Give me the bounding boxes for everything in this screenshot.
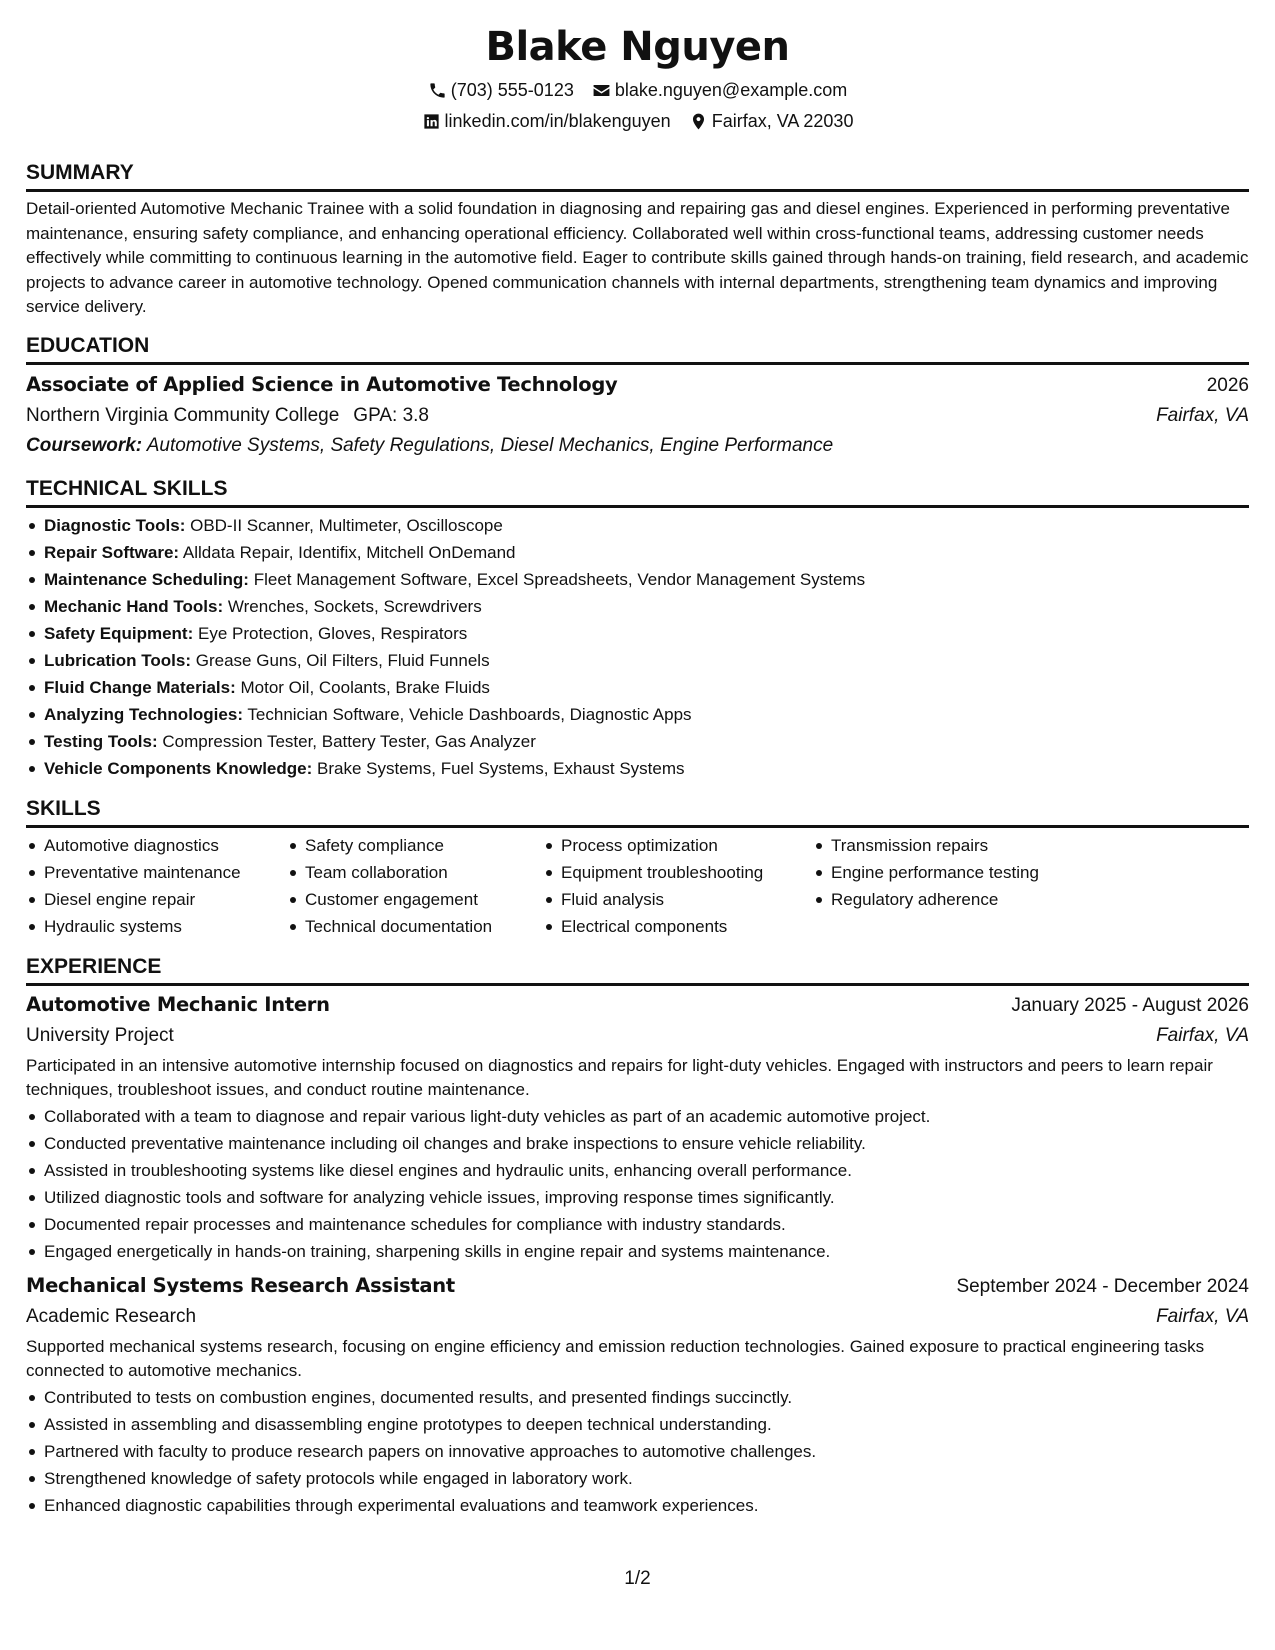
list-item bbox=[44, 728, 1249, 755]
list-item bbox=[44, 512, 1249, 539]
list-item: Collaborated with a team to diagnose and repair various light-duty vehicles as part of an academic automotive project. bbox=[44, 1103, 1249, 1130]
technical-skills-section bbox=[26, 476, 1249, 782]
skills-grid bbox=[26, 832, 1249, 940]
list-item: Documented repair processes and maintenance schedules for compliance with industry standards. bbox=[44, 1211, 1249, 1238]
list-item: Equipment troubleshooting bbox=[561, 859, 813, 886]
list-item: Team collaboration bbox=[305, 859, 543, 886]
list-item: Engaged energetically in hands-on training, sharpening skills in engine repair and systems maintenance. bbox=[44, 1238, 1249, 1265]
contact-row-1 bbox=[26, 78, 1249, 102]
envelope-icon bbox=[592, 81, 611, 100]
technical-skills-heading: TECHNICAL SKILLS bbox=[26, 476, 1249, 508]
list-item: Conducted preventative maintenance including oil changes and brake inspections to ensure vehicle reliability. bbox=[44, 1130, 1249, 1157]
list-item bbox=[44, 593, 1249, 620]
skills-section bbox=[26, 796, 1249, 940]
coursework bbox=[26, 431, 1249, 461]
skills-column-3 bbox=[543, 832, 813, 940]
list-item: Assisted in troubleshooting systems like diesel engines and hydraulic units, enhancing overall performance. bbox=[44, 1157, 1249, 1184]
skill-value: Wrenches, Sockets, Screwdrivers bbox=[227, 596, 482, 616]
school-line bbox=[26, 401, 429, 431]
location-contact bbox=[689, 109, 854, 133]
job-title: Mechanical Systems Research Assistant bbox=[26, 1273, 455, 1297]
degree-title: Associate of Applied Science in Automotive Technology bbox=[26, 372, 618, 396]
skill-label: Analyzing Technologies: bbox=[44, 704, 243, 724]
technical-skills-list bbox=[26, 512, 1249, 782]
job-description: Supported mechanical systems research, focusing on engine efficiency and emission reduction technologies. Gained exposure to practical engineering tasks connected to automotive mechanics. bbox=[26, 1336, 1205, 1380]
list-item bbox=[44, 620, 1249, 647]
skill-label: Fluid Change Materials: bbox=[44, 677, 236, 697]
candidate-name: Blake Nguyen bbox=[485, 24, 790, 70]
list-item: Strengthened knowledge of safety protocols while engaged in laboratory work. bbox=[44, 1465, 1249, 1492]
job-org: University Project bbox=[26, 1024, 174, 1046]
list-item: Engine performance testing bbox=[831, 859, 1091, 886]
linkedin-icon bbox=[422, 112, 441, 131]
summary-text: Detail-oriented Automotive Mechanic Trainee with a solid foundation in diagnosing and repairing gas and diesel engines. Experienced in performing preventative maintenance, ensuring safety compliance, and enhancing operational efficiency. Collaborated well within cross-functional teams, addressing customer needs effectively while committing to continuous learning in the automotive field. Eager to contribute skills gained through hands-on training, field research, and academic projects to advance career in automotive technology. Opened communication channels with internal departments, strengthening team dynamics and improving service delivery. bbox=[26, 199, 1249, 316]
list-item bbox=[44, 566, 1249, 593]
skills-column-1 bbox=[26, 832, 287, 940]
list-item: Regulatory adherence bbox=[831, 886, 1091, 913]
skill-label: Repair Software: bbox=[44, 542, 180, 562]
summary-heading: SUMMARY bbox=[26, 160, 1249, 192]
phone-text: (703) 555-0123 bbox=[450, 80, 574, 100]
list-item: Preventative maintenance bbox=[44, 859, 287, 886]
job-entry-1 bbox=[26, 990, 1249, 1265]
education-heading: EDUCATION bbox=[26, 333, 1249, 365]
list-item: Customer engagement bbox=[305, 886, 543, 913]
list-item: Process optimization bbox=[561, 832, 813, 859]
skills-heading: SKILLS bbox=[26, 796, 1249, 828]
linkedin-text: linkedin.com/in/blakenguyen bbox=[444, 111, 671, 131]
job-location: Fairfax, VA bbox=[1156, 1024, 1249, 1046]
list-item bbox=[44, 755, 1249, 782]
skill-value: OBD-II Scanner, Multimeter, Oscilloscope bbox=[190, 515, 503, 535]
skill-label: Mechanic Hand Tools: bbox=[44, 596, 224, 616]
list-item: Diesel engine repair bbox=[44, 886, 287, 913]
list-item bbox=[44, 674, 1249, 701]
list-item: Automotive diagnostics bbox=[44, 832, 287, 859]
graduation-year: 2026 bbox=[1206, 374, 1249, 396]
email-contact[interactable] bbox=[592, 78, 847, 102]
job-entry-2 bbox=[26, 1271, 1249, 1519]
phone-icon bbox=[428, 81, 447, 100]
experience-section bbox=[26, 954, 1249, 1519]
skill-value: Alldata Repair, Identifix, Mitchell OnDemand bbox=[182, 542, 516, 562]
skill-label: Safety Equipment: bbox=[44, 623, 194, 643]
experience-heading: EXPERIENCE bbox=[26, 954, 1249, 986]
skill-label: Lubrication Tools: bbox=[44, 650, 192, 670]
list-item: Technical documentation bbox=[305, 913, 543, 940]
list-item bbox=[44, 701, 1249, 728]
phone-contact[interactable] bbox=[428, 78, 574, 102]
skill-value: Motor Oil, Coolants, Brake Fluids bbox=[240, 677, 490, 697]
list-item: Fluid analysis bbox=[561, 886, 813, 913]
skill-label: Testing Tools: bbox=[44, 731, 158, 751]
job-dates: September 2024 - December 2024 bbox=[956, 1275, 1249, 1297]
coursework-list: Automotive Systems, Safety Regulations, Diesel Mechanics, Engine Performance bbox=[146, 434, 834, 456]
skill-label: Vehicle Components Knowledge: bbox=[44, 758, 313, 778]
job-location: Fairfax, VA bbox=[1156, 1305, 1249, 1327]
list-item bbox=[44, 647, 1249, 674]
page-number: 1/2 bbox=[624, 1568, 651, 1589]
list-item: Electrical components bbox=[561, 913, 813, 940]
list-item: Utilized diagnostic tools and software for analyzing vehicle issues, improving response times significantly. bbox=[44, 1184, 1249, 1211]
job-description: Participated in an intensive automotive internship focused on diagnostics and repairs for light-duty vehicles. Engaged with instructors and peers to learn repair techniques, troubleshoot issues, and conduct routine maintenance. bbox=[26, 1055, 1213, 1099]
linkedin-contact[interactable] bbox=[422, 109, 671, 133]
skill-value: Fleet Management Software, Excel Spreadsheets, Vendor Management Systems bbox=[253, 569, 866, 589]
skill-value: Grease Guns, Oil Filters, Fluid Funnels bbox=[195, 650, 490, 670]
job-org: Academic Research bbox=[26, 1305, 197, 1327]
skill-value: Eye Protection, Gloves, Respirators bbox=[197, 623, 468, 643]
job-bullets bbox=[26, 1103, 1249, 1265]
job-bullets bbox=[26, 1384, 1249, 1519]
list-item: Safety compliance bbox=[305, 832, 543, 859]
list-item: Enhanced diagnostic capabilities through experimental evaluations and teamwork experiences. bbox=[44, 1492, 1249, 1519]
skill-label: Maintenance Scheduling: bbox=[44, 569, 249, 589]
summary-section bbox=[26, 160, 1249, 320]
resume-page bbox=[26, 22, 1249, 1519]
skill-value: Compression Tester, Battery Tester, Gas Analyzer bbox=[162, 731, 536, 751]
school-name: Northern Virginia Community College bbox=[26, 404, 340, 426]
skill-value: Technician Software, Vehicle Dashboards, Diagnostic Apps bbox=[247, 704, 692, 724]
list-item: Assisted in assembling and disassembling engine prototypes to deepen technical understanding. bbox=[44, 1411, 1249, 1438]
contact-row-2 bbox=[26, 109, 1249, 133]
school-location: Fairfax, VA bbox=[1156, 404, 1249, 426]
job-dates: January 2025 - August 2026 bbox=[1011, 994, 1249, 1016]
list-item: Transmission repairs bbox=[831, 832, 1091, 859]
skills-column-2 bbox=[287, 832, 543, 940]
list-item: Partnered with faculty to produce research papers on innovative approaches to automotive challenges. bbox=[44, 1438, 1249, 1465]
location-text: Fairfax, VA 22030 bbox=[711, 111, 854, 131]
email-text: blake.nguyen@example.com bbox=[614, 80, 848, 100]
map-pin-icon bbox=[689, 112, 708, 131]
skill-label: Diagnostic Tools: bbox=[44, 515, 186, 535]
skill-value: Brake Systems, Fuel Systems, Exhaust Systems bbox=[317, 758, 685, 778]
coursework-label: Coursework: bbox=[26, 434, 143, 456]
gpa: GPA: 3.8 bbox=[353, 404, 429, 426]
job-title: Automotive Mechanic Intern bbox=[26, 992, 330, 1016]
education-section bbox=[26, 333, 1249, 461]
list-item: Contributed to tests on combustion engines, documented results, and presented findings succinctly. bbox=[44, 1384, 1249, 1411]
list-item bbox=[44, 539, 1249, 566]
skills-column-4 bbox=[813, 832, 1091, 940]
list-item: Hydraulic systems bbox=[44, 913, 287, 940]
